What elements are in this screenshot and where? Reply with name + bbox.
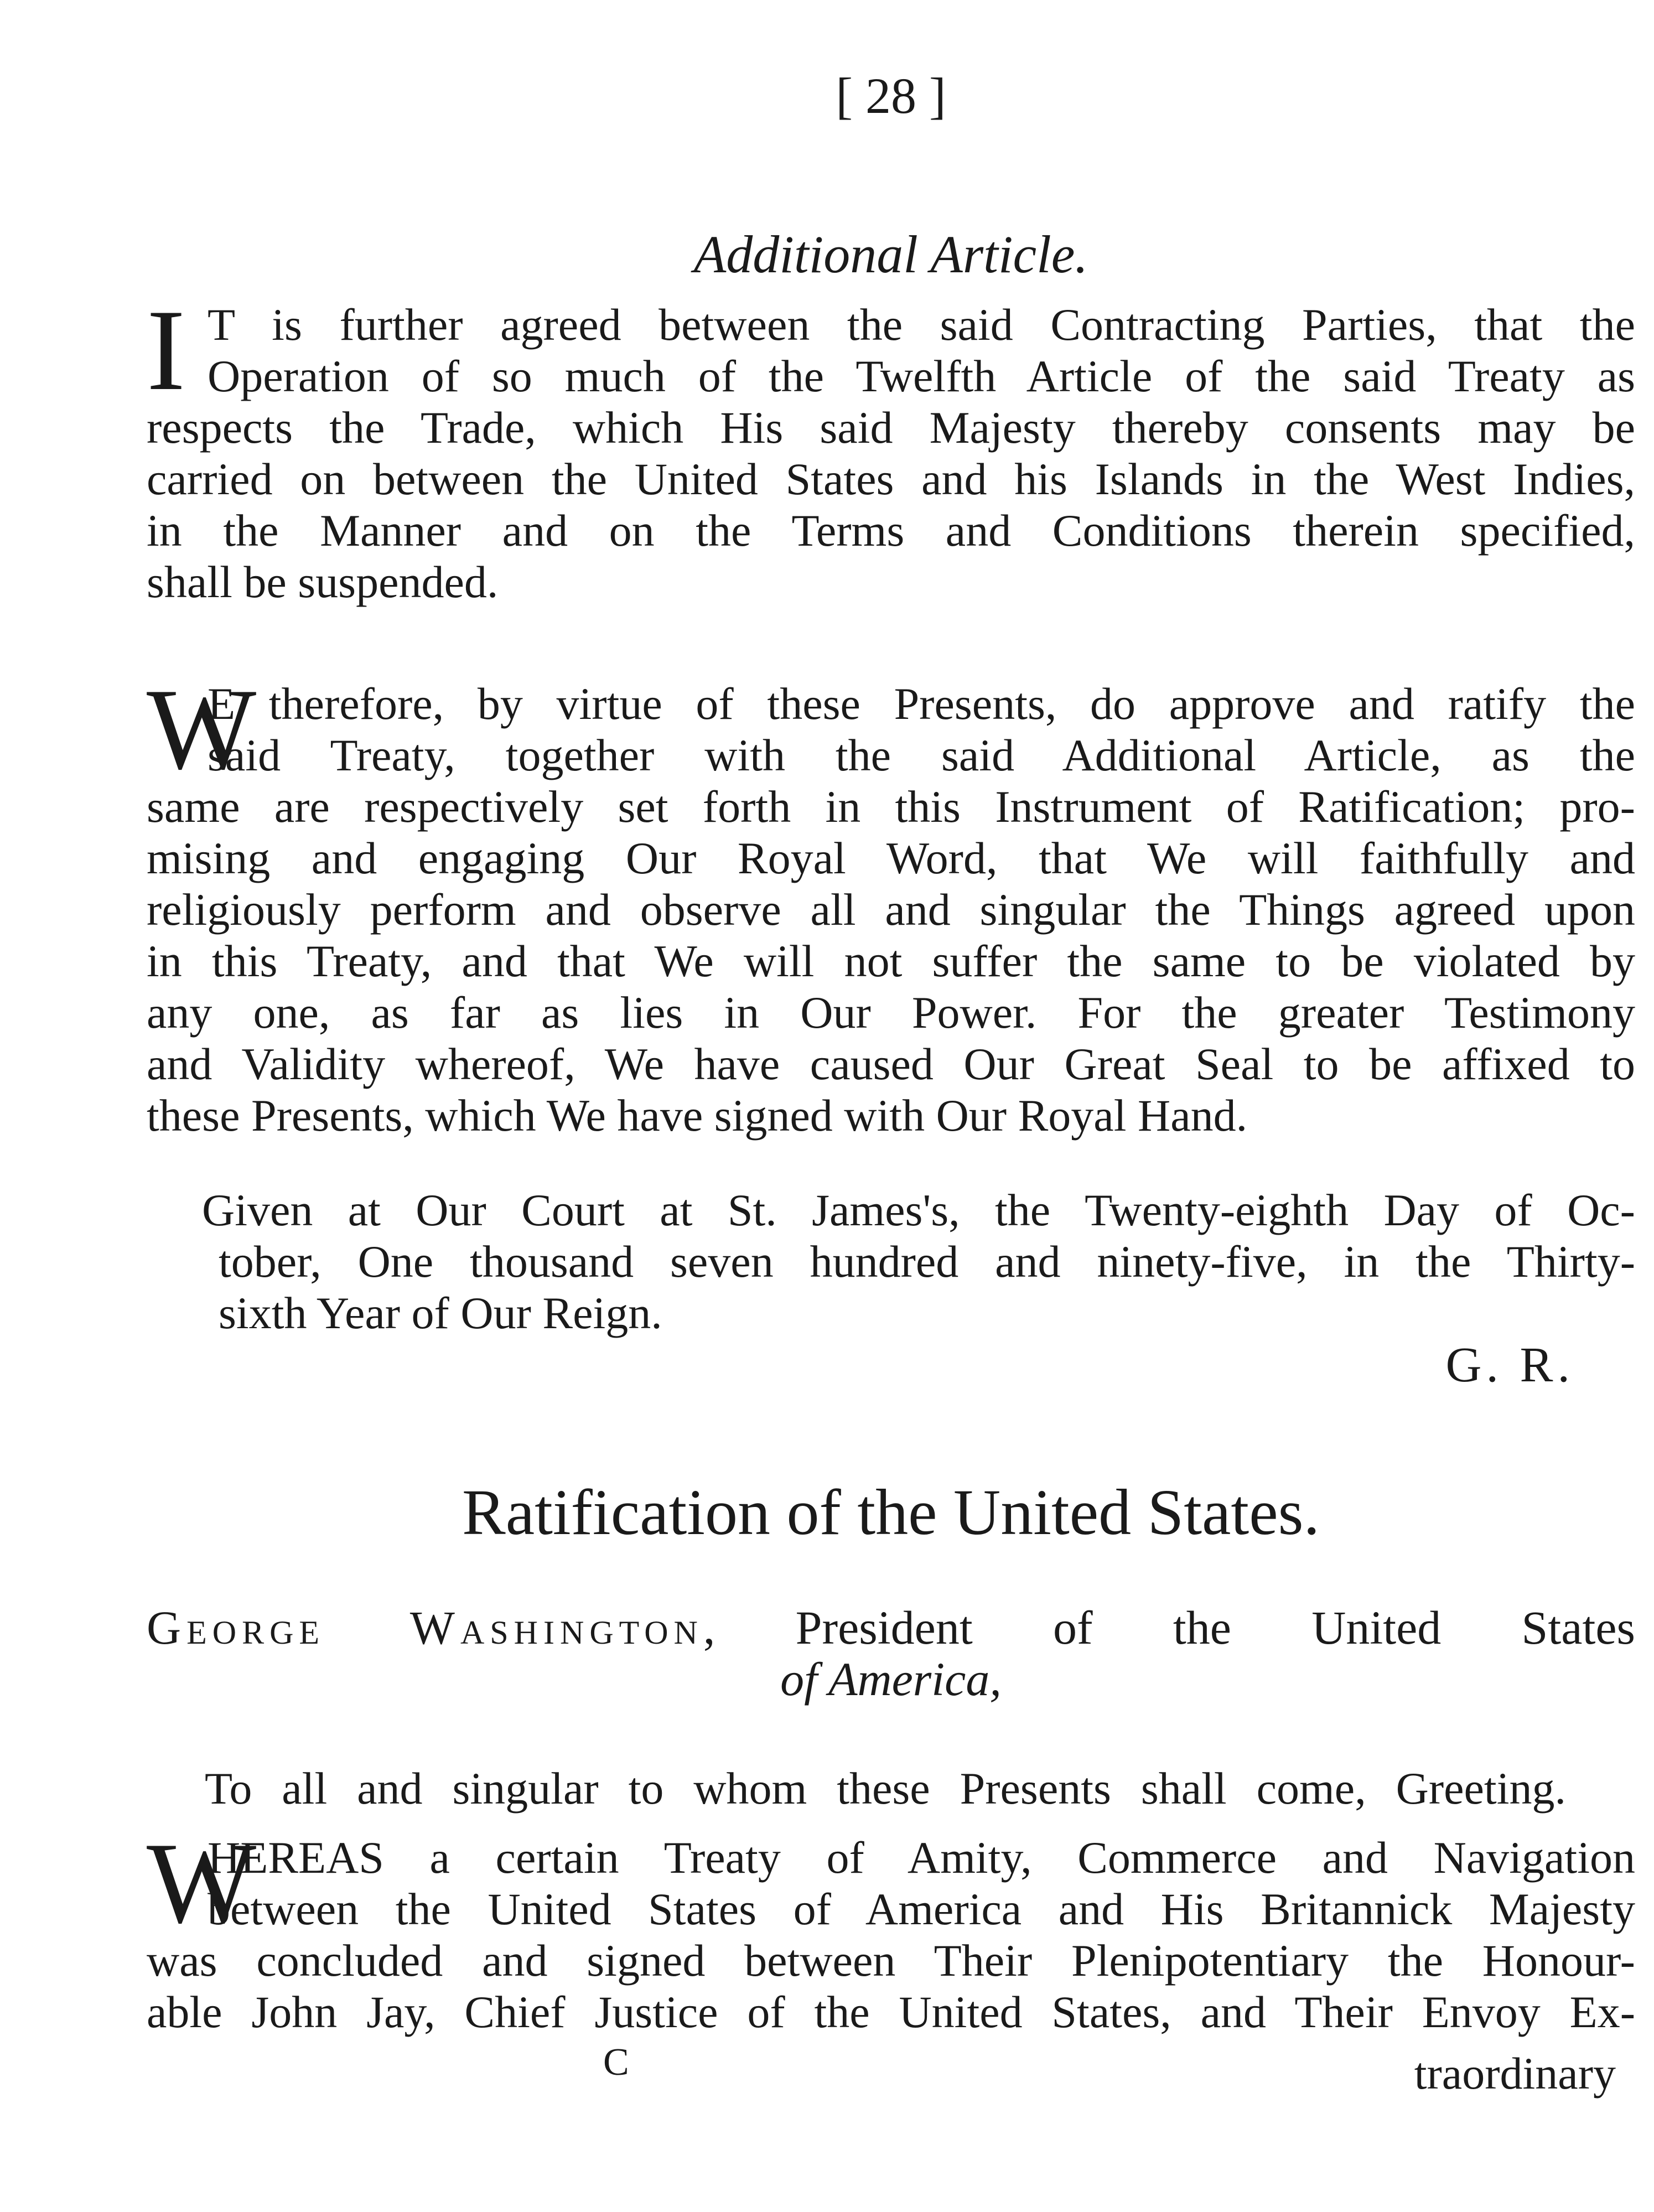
- catchword-container: [1273, 2048, 1616, 2099]
- dropcap-I: I: [147, 286, 185, 415]
- president-title-line-2: of America,: [780, 1652, 1002, 1706]
- ratification-line-9: these Presents, which We have signed with Our Royal Hand.: [147, 1090, 1248, 1141]
- ratification-line-1: E therefore, by virtue of these Presents, do approve and ratify the: [208, 678, 1635, 729]
- ratification-line-7: any one, as far as lies in Our Power. For the greater Testimony: [147, 987, 1635, 1038]
- whereas-paragraph: [147, 1819, 1635, 2038]
- given-at-line-3: sixth Year of Our Reign.: [219, 1288, 662, 1338]
- footer-mark: C: [603, 2041, 629, 2084]
- whereas-line-3: was concluded and signed between Their Plenipotentiary the Honour-: [147, 1935, 1635, 1986]
- whereas-line-4: able John Jay, Chief Justice of the United States, and Their Envoy Ex-: [147, 1987, 1635, 2037]
- catchword: traordinary: [1414, 2048, 1616, 2099]
- additional-article-line-1: T is further agreed between the said Contracting Parties, that the: [208, 299, 1635, 350]
- president-name: George Washington: [147, 1601, 703, 1654]
- ratification-line-6: in this Treaty, and that We will not suffer the same to be violated by: [147, 936, 1635, 986]
- ratification-line-3: same are respectively set forth in this Instrument of Ratification; pro-: [147, 781, 1635, 832]
- president-title-rest: , President of the United States: [703, 1601, 1635, 1654]
- us-ratification-heading-container: [147, 1475, 1635, 1550]
- ratification-line-8: and Validity whereof, We have caused Our Great Seal to be affixed to: [147, 1039, 1635, 1089]
- given-at-line-1: Given at Our Court at St. James's, the Twenty-eighth Day of Oc-: [202, 1185, 1635, 1235]
- given-at-line-2: tober, One thousand seven hundred and ninety-five, in the Thirty-: [219, 1236, 1635, 1287]
- royal-signature: G. R.: [1445, 1338, 1574, 1392]
- additional-article-line-6: shall be suspended.: [147, 557, 499, 607]
- president-title: [147, 1602, 1635, 1705]
- whereas-line-1: HEREAS a certain Treaty of Amity, Commerce and Navigation: [208, 1832, 1635, 1883]
- ratification-line-4: mising and engaging Our Royal Word, that We will faithfully and: [147, 833, 1635, 883]
- page-number: [ 28 ]: [836, 68, 946, 124]
- additional-article-line-4: carried on between the United States and his Islands in the West Indies,: [147, 454, 1635, 504]
- ratification-paragraph: [147, 665, 1635, 1141]
- us-ratification-heading: Ratification of the United States.: [462, 1476, 1320, 1548]
- greeting: To all and singular to whom these Presents shall come, Greeting.: [205, 1763, 1566, 1814]
- additional-article-line-3: respects the Trade, which His said Majesty thereby consents may be: [147, 402, 1635, 453]
- whereas-line-2: between the United States of America and His Britannick Majesty: [208, 1884, 1635, 1934]
- additional-article-paragraph: [147, 286, 1635, 608]
- additional-article-heading: Additional Article.: [693, 225, 1088, 284]
- page-number-container: [147, 65, 1635, 126]
- dropcap-W2: W: [147, 1819, 257, 1947]
- greeting-container: [205, 1763, 1566, 1814]
- additional-article-line-2: Operation of so much of the Twelfth Article of the said Treaty as: [208, 351, 1635, 401]
- dropcap-W: W: [147, 665, 257, 794]
- given-at-paragraph: [202, 1184, 1635, 1339]
- additional-article-line-5: in the Manner and on the Terms and Conditions therein specified,: [147, 505, 1635, 556]
- royal-signature-container: [147, 1339, 1574, 1391]
- additional-article-heading-container: [147, 224, 1635, 285]
- footer-mark-container: [603, 2037, 714, 2088]
- ratification-line-5: religiously perform and observe all and singular the Things agreed upon: [147, 884, 1635, 935]
- ratification-line-2: said Treaty, together with the said Additional Article, as the: [208, 730, 1635, 780]
